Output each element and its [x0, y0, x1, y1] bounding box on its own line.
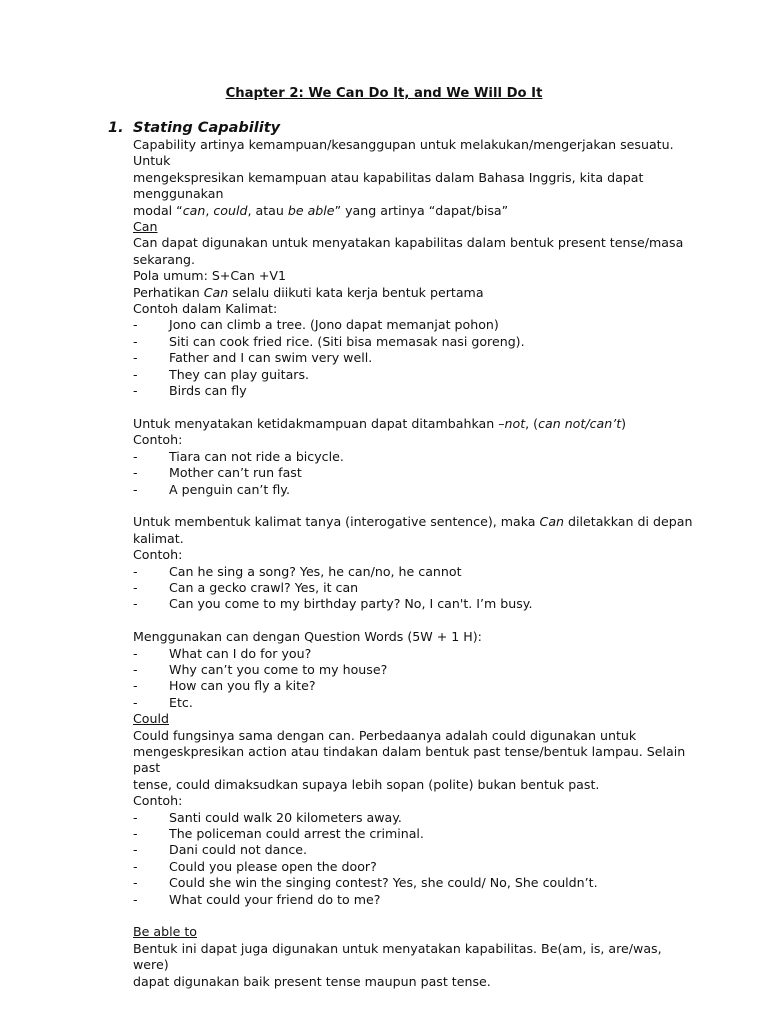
text: Perhatikan [133, 284, 204, 300]
list-item [133, 859, 693, 875]
list-item [133, 875, 693, 891]
list-item [133, 662, 693, 678]
text: , ( [525, 415, 539, 431]
chapter-title: Chapter 2: We Can Do It, and We Will Do It [225, 86, 543, 101]
list-item-text: Tiara can not ride a bicycle. [169, 448, 344, 464]
list-item [133, 892, 693, 908]
bullet-dash: - [133, 678, 138, 694]
text: modal “ [133, 202, 183, 218]
paragraph-line: Can dapat digunakan untuk menyatakan kapabilitas dalam bentuk present tense/masa [133, 235, 684, 251]
negative-line [133, 416, 693, 432]
bullet-dash: - [133, 809, 138, 825]
list-item [133, 695, 693, 711]
bullet-dash: - [133, 645, 138, 661]
list-item [133, 842, 693, 858]
list-item [133, 449, 693, 465]
emphasis: Can [539, 514, 565, 530]
examples-label: Contoh: [133, 793, 183, 809]
list-item-text: Siti can cook fried rice. (Siti bisa memasak nasi goreng). [169, 333, 525, 349]
list-item-text: What could your friend do to me? [169, 891, 381, 907]
bullet-dash: - [133, 891, 138, 907]
question-line: kalimat. [133, 530, 184, 546]
list-item [133, 810, 693, 826]
paragraph-line: Could fungsinya sama dengan can. Perbedaanya adalah could digunakan untuk [133, 727, 637, 743]
bullet-dash: - [133, 563, 138, 579]
list-item-text: Can you come to my birthday party? No, I can't. I’m busy. [169, 596, 533, 612]
examples-label: Contoh: [133, 547, 183, 563]
intro-line [133, 203, 693, 219]
list-item [133, 646, 693, 662]
note-line [133, 285, 693, 301]
emphasis: can not/can’t [538, 415, 622, 431]
list-item [133, 482, 693, 498]
list-item-text: Why can’t you come to my house? [169, 661, 388, 677]
list-item [133, 678, 693, 694]
bullet-dash: - [133, 842, 138, 858]
list-item [133, 465, 693, 481]
emphasis: could [213, 202, 248, 218]
text: selalu diikuti kata kerja bentuk pertama [228, 284, 484, 300]
text: diletakkan di depan [564, 514, 693, 530]
text: ” yang artinya “dapat/bisa” [334, 202, 509, 218]
examples-label: Contoh dalam Kalimat: [133, 301, 278, 317]
paragraph-line: sekarang. [133, 251, 195, 267]
list-item [133, 580, 693, 596]
paragraph-line: mengeskpresikan action atau tindakan dalam bentuk past tense/bentuk lampau. Selain past [133, 743, 686, 776]
bullet-dash: - [133, 317, 138, 333]
emphasis: Can [203, 284, 229, 300]
paragraph-line: tense, could dimaksudkan supaya lebih sopan (polite) bukan bentuk past. [133, 776, 600, 792]
text: , [205, 202, 214, 218]
pattern-line: Pola umum: S+Can +V1 [133, 268, 287, 284]
list-item-text: Santi could walk 20 kilometers away. [169, 809, 402, 825]
bullet-dash: - [133, 465, 138, 481]
list-item-text: Jono can climb a tree. (Jono dapat memanjat pohon) [169, 317, 499, 333]
list-item-text: Father and I can swim very well. [169, 350, 373, 366]
bullet-dash: - [133, 694, 138, 710]
list-item-text: Mother can’t run fast [169, 465, 302, 481]
list-item [133, 367, 693, 383]
list-item-text: A penguin can’t fly. [169, 481, 290, 497]
bullet-dash: - [133, 858, 138, 874]
list-item-text: Dani could not dance. [169, 842, 308, 858]
list-item [133, 564, 693, 580]
section-title: Stating Capability [133, 120, 281, 136]
text: Untuk membentuk kalimat tanya (interogative sentence), maka [133, 514, 540, 530]
examples-label: Contoh: [133, 432, 183, 448]
subheading-can: Can [133, 219, 158, 235]
subheading-could: Could [133, 711, 169, 727]
list-item [133, 596, 693, 612]
list-item [133, 334, 693, 350]
section-number: 1. [108, 120, 124, 136]
list-item-text: Can a gecko crawl? Yes, it can [169, 579, 359, 595]
paragraph-line: dapat digunakan baik present tense maupun past tense. [133, 973, 491, 989]
list-item-text: Etc. [169, 694, 193, 710]
list-item-text: Birds can fly [169, 383, 247, 399]
bullet-dash: - [133, 579, 138, 595]
text: , atau [247, 202, 288, 218]
bullet-dash: - [133, 596, 138, 612]
list-item [133, 317, 693, 333]
emphasis: be able [287, 202, 335, 218]
spacer [133, 498, 693, 514]
question-line [133, 514, 693, 530]
bullet-dash: - [133, 661, 138, 677]
wh-intro: Menggunakan can dengan Question Words (5W + 1 H): [133, 629, 482, 645]
subheading-be-able-to: Be able to [133, 924, 197, 940]
list-item-text: What can I do for you? [169, 645, 312, 661]
bullet-dash: - [133, 826, 138, 842]
list-item-text: Could she win the singing contest? Yes, she could/ No, She couldn’t. [169, 875, 598, 891]
list-item-text: They can play guitars. [169, 366, 310, 382]
bullet-dash: - [133, 366, 138, 382]
spacer [133, 908, 693, 924]
intro-line: mengekspresikan kemampuan atau kapabilitas dalam Bahasa Inggris, kita dapat menggunakan [133, 169, 644, 202]
list-item-text: How can you fly a kite? [169, 678, 316, 694]
bullet-dash: - [133, 383, 138, 399]
text: Untuk menyatakan ketidakmampuan dapat ditambahkan – [133, 415, 505, 431]
bullet-dash: - [133, 481, 138, 497]
bullet-dash: - [133, 448, 138, 464]
list-item [133, 826, 693, 842]
intro-line: Capability artinya kemampuan/kesanggupan untuk melakukan/mengerjakan sesuatu. Untuk [133, 137, 674, 169]
spacer [133, 613, 693, 629]
list-item-text: The policeman could arrest the criminal. [169, 826, 424, 842]
bullet-dash: - [133, 875, 138, 891]
document-body [133, 137, 693, 990]
emphasis: not [504, 415, 526, 431]
bullet-dash: - [133, 333, 138, 349]
list-item-text: Can he sing a song? Yes, he can/no, he cannot [169, 563, 462, 579]
list-item [133, 383, 693, 399]
list-item-text: Could you please open the door? [169, 858, 377, 874]
bullet-dash: - [133, 350, 138, 366]
text: ) [621, 415, 627, 431]
emphasis: can [182, 202, 206, 218]
spacer [133, 400, 693, 416]
paragraph-line: Bentuk ini dapat juga digunakan untuk menyatakan kapabilitas. Be(am, is, are/was, were) [133, 940, 662, 973]
list-item [133, 350, 693, 366]
